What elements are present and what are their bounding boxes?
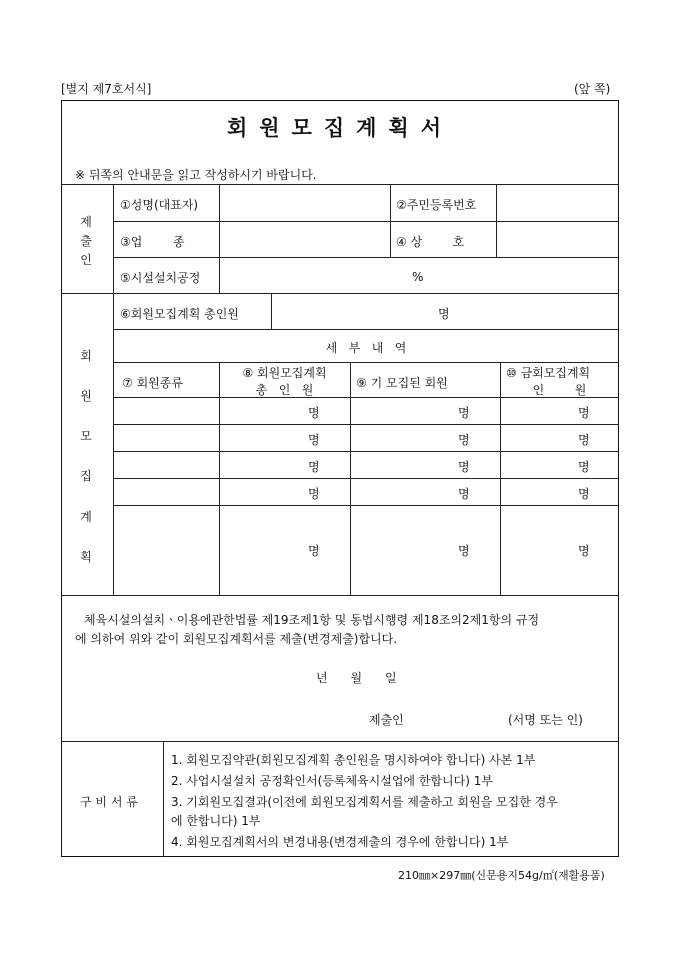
col-plan-total-line2: 총 인 원 — [255, 383, 314, 397]
detail-header: 세 부 내 역 — [325, 341, 407, 355]
notice-text: ※ 뒤쪽의 안내문을 읽고 작성하시기 바랍니다. — [75, 168, 317, 182]
plan-section-char: 집 — [80, 469, 92, 483]
form-number: [별지 제7호서식] — [61, 82, 152, 96]
declaration-line-2: 에 의하여 위와 같이 회원모집계획서를 제출(변경제출)합니다. — [75, 632, 398, 646]
trade-name-field[interactable] — [502, 226, 614, 253]
plan-total-unit: 명 — [308, 460, 320, 474]
plan-section-char: 모 — [80, 429, 92, 443]
member-type-field[interactable] — [118, 481, 214, 502]
divider — [113, 505, 619, 506]
rrn-label: ②주민등록번호 — [396, 198, 477, 212]
attachment-item: 2. 사업시설설치 공정확인서(등록체육시설업에 한합니다) 1부 — [171, 774, 493, 788]
divider — [496, 184, 497, 257]
name-field[interactable] — [224, 190, 384, 217]
date-line[interactable]: 년 월 일 — [316, 671, 397, 685]
attachment-item: 3. 기회원모집결과(이전에 회원모집계획서를 제출하고 회원을 모집한 경우 — [171, 795, 558, 809]
divider — [390, 184, 391, 257]
existing-unit: 명 — [458, 544, 470, 558]
rrn-field[interactable] — [502, 190, 614, 217]
member-type-field[interactable] — [118, 508, 214, 592]
divider — [271, 293, 272, 329]
plan-section-char: 계 — [80, 510, 92, 524]
applicant-section-char: 제 — [80, 215, 92, 229]
divider — [61, 184, 619, 185]
submitter-label: 제출인 — [369, 713, 404, 727]
current-plan-unit: 명 — [578, 406, 590, 420]
attachment-item: 에 한합니다) 1부 — [171, 814, 261, 828]
trade-name-label: ④ 상 호 — [396, 235, 465, 249]
attachment-item: 4. 회원모집계획서의 변경내용(변경제출의 경우에 한합니다) 1부 — [171, 835, 509, 849]
divider — [113, 221, 619, 222]
business-type-field[interactable] — [224, 226, 384, 253]
total-members-label: ⑥회원모집계획 총인원 — [120, 307, 239, 321]
member-type-field[interactable] — [118, 427, 214, 448]
divider — [113, 184, 114, 293]
divider — [113, 424, 619, 425]
existing-unit: 명 — [458, 433, 470, 447]
plan-total-unit: 명 — [308, 406, 320, 420]
plan-section-char: 원 — [80, 389, 92, 403]
plan-total-unit: 명 — [308, 544, 320, 558]
existing-unit: 명 — [458, 460, 470, 474]
divider — [113, 451, 619, 452]
process-label: ⑤시설설치공정 — [120, 271, 201, 285]
member-type-field[interactable] — [118, 454, 214, 475]
col-existing-members: ⑨ 기 모집된 회원 — [356, 376, 448, 390]
plan-section-char: 획 — [80, 550, 92, 564]
divider — [61, 595, 619, 596]
divider — [113, 257, 619, 258]
divider — [61, 741, 619, 742]
applicant-section-char: 인 — [80, 253, 92, 267]
divider — [219, 184, 220, 293]
page-side-label: (앞 쪽) — [574, 82, 611, 96]
col-plan-total-line1: ⑧ 회원모집계획 — [242, 366, 327, 380]
divider — [350, 362, 351, 595]
divider — [61, 293, 619, 294]
signature-label[interactable]: (서명 또는 인) — [508, 713, 583, 727]
divider — [163, 741, 164, 857]
current-plan-unit: 명 — [578, 544, 590, 558]
page-title: 회원모집계획서 — [226, 115, 453, 140]
divider — [113, 329, 619, 330]
divider — [113, 478, 619, 479]
col-current-plan-line2: 인 원 — [532, 383, 587, 397]
col-current-plan-line1: ⑩ 금회모집계획 — [506, 366, 591, 380]
submitter-field[interactable] — [430, 706, 500, 726]
name-label: ①성명(대표자) — [120, 198, 199, 212]
declaration-line-1: 체육시설의설치ㆍ이용에관한법률 제19조제1항 및 동법시행령 제18조의2제1항의 규정 — [84, 613, 540, 627]
percent-sign: % — [412, 270, 424, 284]
current-plan-unit: 명 — [578, 433, 590, 447]
paper-spec: 210㎜×297㎜(신문용지54g/㎡(재활용품) — [398, 869, 605, 882]
current-plan-unit: 명 — [578, 487, 590, 501]
divider — [113, 362, 619, 363]
attachments-label: 구 비 서 류 — [80, 795, 138, 809]
total-members-unit: 명 — [438, 307, 450, 321]
current-plan-unit: 명 — [578, 460, 590, 474]
applicant-section-char: 출 — [80, 234, 92, 248]
member-type-field[interactable] — [118, 400, 214, 421]
plan-total-unit: 명 — [308, 433, 320, 447]
col-member-type: ⑦ 회원종류 — [122, 376, 183, 390]
existing-unit: 명 — [458, 406, 470, 420]
plan-section-char: 회 — [80, 349, 92, 363]
attachment-item: 1. 회원모집약관(회원모집계획 총인원을 명시하여야 합니다) 사본 1부 — [171, 753, 536, 767]
existing-unit: 명 — [458, 487, 470, 501]
plan-total-unit: 명 — [308, 487, 320, 501]
business-type-label: ③업 종 — [120, 235, 185, 249]
